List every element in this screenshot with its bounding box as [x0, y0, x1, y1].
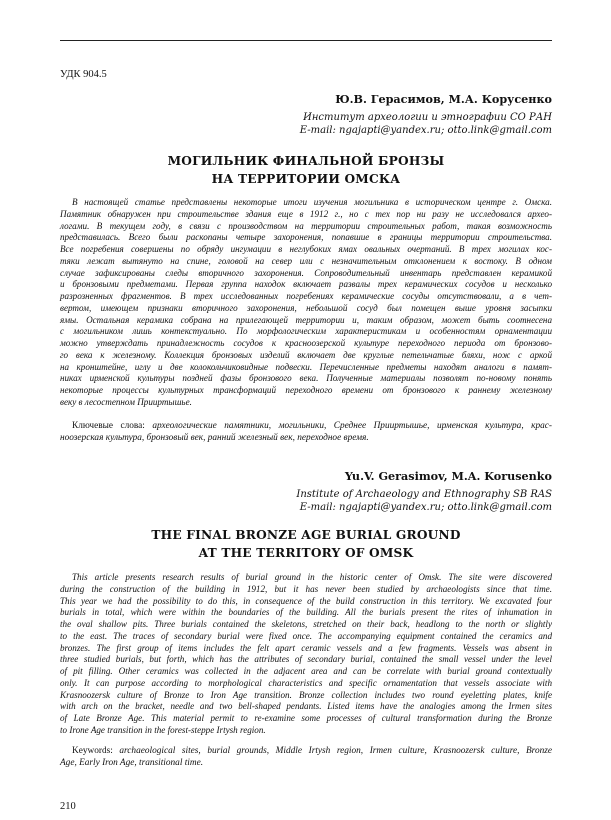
en-keywords-line: Age, Early Iron Age, transitional time. — [60, 757, 204, 768]
ru-abstract-line: представилась. Всего были раскопаны четыре захоронения, попавшие в границы территории строительства. — [60, 232, 552, 243]
ru-affiliation: Институт археологии и этнографии СО РАН — [303, 112, 552, 123]
en-abstract-line: Krasnoozersk culture of Bronze to Iron Age transition. Bronze collection includes two round eyeletting plates, knife — [60, 689, 552, 700]
en-affiliation-block — [296, 488, 552, 514]
ru-abstract-line: ямы. Остальная керамика собрана на прилегающей территории и, таким образом, может быть соотнесена — [60, 314, 552, 325]
en-abstract-line: the oval shallow pits. Three burials contained the skeletons, stretched on their back, headlong to the north or slightly — [60, 619, 552, 629]
en-abstract-line: to Irone Age transition in the forest-steppe Irtysh region. — [60, 724, 266, 735]
ru-abstract-line: с могильником лишь контекстуально. По морфологическим характеристикам и особенностям орнаментации — [60, 326, 552, 337]
en-authors: Yu.V. Gerasimov, M.A. Korusenko — [344, 469, 552, 483]
ru-abstract-line: Памятник обнаружен при строительстве здания еще в 1912 г., но с тех пор ни разу не исследовался архео- — [60, 208, 552, 219]
en-abstract-line: bronzes. The first group of items includes the felt apart ceramic vessels and a few fragments. Vessels was absent in — [60, 642, 552, 653]
ru-abstract — [60, 197, 552, 409]
en-keywords-line — [60, 746, 552, 758]
en-abstract-line: burials in total, which were within the boundaries of the building. All the burials present the rites of inhumation in — [60, 607, 552, 618]
ru-abstract-line: и бронзовыми предметами. Первая группа находок включает развалы трех керамических сосудов и несколько — [60, 279, 552, 290]
ru-authors: Ю.В. Герасимов, М.А. Корусенко — [335, 92, 552, 106]
ru-abstract-line: тяки лежат вытянуто на спине, головой на север или с незначительным отклонением к востоку. В одном — [60, 255, 552, 266]
ru-keywords — [60, 421, 552, 445]
en-abstract-line: only. It can purpose according to morphological characteristics and specific ornamentation that vessels associate with — [60, 677, 552, 688]
ru-abstract-line: разрозненных фрагментов. В трех исследованных погребениях керамические сосуды отсутствовали, а в чет- — [60, 291, 552, 301]
en-abstract-line: of pit filling. Other ceramics was collected in the adjacent area and can be correlate with burial ground contextually — [60, 666, 552, 676]
ru-keywords-line: ноозерская культура, бронзовый век, ранний железный век, переходное время. — [60, 432, 369, 443]
en-keywords-text: archaeological sites, burial grounds, Middle Irtysh region, Irmen culture, Krasnoozersk culture, Bronze — [112, 746, 552, 756]
ru-keywords-line — [60, 421, 552, 433]
ru-abstract-line: веку в лесостепном Прииртышье. — [60, 396, 192, 407]
ru-keywords-label: Ключевые слова: — [72, 421, 145, 431]
ru-keywords-text: археологические памятники, могильники, Среднее Прииртышье, ирменская культура, крас- — [144, 421, 552, 431]
en-email: E-mail: ngajapti@yandex.ru; otto.link@gmail.com — [299, 502, 552, 513]
en-title-line: THE FINAL BRONZE AGE BURIAL GROUND — [151, 528, 461, 542]
en-title — [60, 527, 552, 562]
en-abstract-line: This article presents research results of burial ground in the historic center of Omsk. The site were discovered — [72, 572, 552, 582]
ru-abstract-line: никах ирменской культуры поздней фазы бронзового века. Полученные материалы позволят по-новому понять — [60, 373, 552, 384]
ru-title-line: НА ТЕРРИТОРИИ ОМСКА — [211, 171, 401, 186]
ru-abstract-line: го века к железному. Коллекция бронзовых изделий включает две круглые петельчатые бляхи, нож с аркой — [60, 349, 552, 360]
ru-abstract-line: вертом, имеющем признаки вторичного захоронения, небольшой сосуд был помещен выше уровня засыпки — [60, 302, 552, 313]
en-abstract-line: with arch on the bracket, needle and two bell-shaped pendants. Listed items have the analogies among the Irmen sites — [60, 701, 552, 712]
header-rule — [60, 40, 552, 41]
ru-abstract-line: случае зафиксированы следы вторичного захоронения. Сопроводительный инвентарь представлен керамикой — [60, 267, 552, 278]
en-keywords — [60, 746, 552, 770]
ru-title-line: МОГИЛЬНИК ФИНАЛЬНОЙ БРОНЗЫ — [167, 154, 445, 168]
en-abstract-line: during the construction of the building in 1912, but it has never been studied by archaeologists since that time. — [60, 583, 552, 594]
ru-abstract-line: можно утверждать принадлежность сосудов к красноозерской культуре переходного периода от бронзово- — [60, 338, 552, 348]
page-number: 210 — [60, 801, 76, 812]
ru-email: E-mail: ngajapti@yandex.ru; otto.link@gmail.com — [299, 125, 552, 136]
en-abstract-line: of Late Bronze Age. This material permit to re-examine some processes of cultural transformation during the Bronze — [60, 713, 552, 723]
en-abstract — [60, 572, 552, 737]
udk-code: УДК 904.5 — [60, 69, 107, 80]
en-abstract-line: This year we had the possibility to do this, in consequence of the build construction in this territory. We excavated four — [60, 595, 552, 606]
en-title-line: AT THE TERRITORY OF OMSK — [198, 545, 414, 560]
ru-abstract-line: логами. В текущем году, в связи с производством на территории строительных работ, такая возможность — [60, 220, 552, 231]
ru-abstract-line: Все погребения совершены по обряду ингумации в неглубоких ямах овальных очертаний. В трех могилах кос- — [60, 244, 552, 254]
ru-abstract-line: некоторые процессы культурных трансформаций переходного времени от бронзового к раннему железному — [60, 385, 552, 395]
en-abstract-line: three studied burials, but forth, which has the attributes of secondary burial, contained the small vessel under the level — [60, 654, 552, 665]
ru-abstract-line: В настоящей статье представлены некоторые итоги изучения могильника в историческом центре г. Омска. — [72, 197, 552, 207]
en-affiliation: Institute of Archaeology and Ethnography SB RAS — [296, 489, 552, 500]
ru-title — [60, 153, 552, 188]
en-abstract-line: to the east. The traces of secondary burial were fixed once. The accompanying equipment contained the ceramics and — [60, 630, 552, 641]
ru-abstract-line: на кронштейне, иглу и две колокольчиковидные подвески. Перечисленные предметы находят аналоги в памят- — [60, 361, 552, 372]
en-keywords-label: Keywords: — [72, 746, 113, 756]
ru-affiliation-block — [300, 111, 552, 137]
